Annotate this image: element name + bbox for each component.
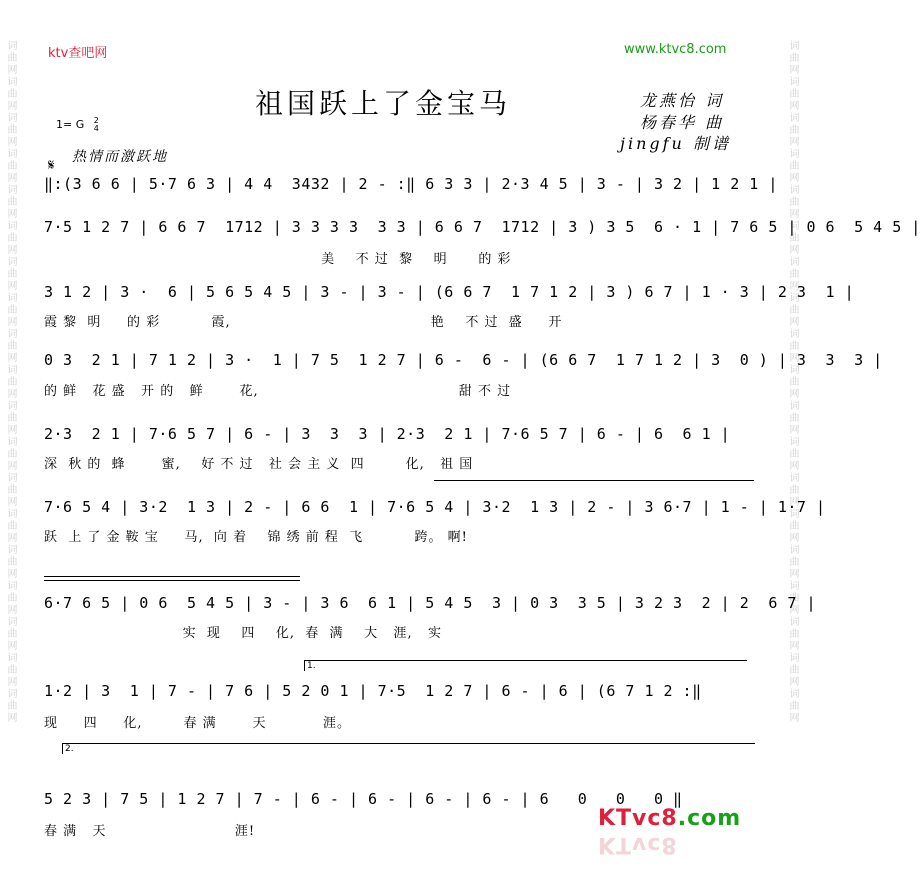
logo-reflection: KTvc8 xyxy=(598,832,678,857)
tie-line xyxy=(434,480,754,481)
lyrics: 现 四 化, 春 满 天 涯。 xyxy=(44,716,352,731)
key-label: 1= G xyxy=(56,118,85,131)
notation: 2·3 2 1 | 7·6 5 7 | 6 - | 3 3 3 | 2·3 2 1 | 7·6 5 7 | 6 - | 6 6 1 | xyxy=(44,425,731,443)
lyrics: 霞 黎 明 的 彩 霞, 艳 不 过 盛 开 xyxy=(44,315,563,330)
tie-line xyxy=(44,580,300,581)
volta-second-ending: 2. xyxy=(62,743,755,754)
key-signature xyxy=(56,117,99,133)
site-watermark-right[interactable]: www.ktvc8.com xyxy=(624,42,727,57)
time-signature xyxy=(94,117,99,133)
time-bottom: 4 xyxy=(93,124,99,133)
notation: 3 1 2 | 3 · 6 | 5 6 5 4 5 | 3 - | 3 - | (6 6 7 1 7 1 2 | 3 ) 6 7 | 1 · 3 | 2 3 1 | xyxy=(44,283,855,301)
notation: ‖:(3 6 6 | 5·7 6 3 | 4 4 3432 | 2 - :‖ 6 3 3 | 2·3 4 5 | 3 - | 3 2 | 1 2 1 | xyxy=(44,175,778,193)
composer-credit: 杨春华 曲 xyxy=(640,113,725,132)
notation: 7·6 5 4 | 3·2 1 3 | 2 - | 6 6 1 | 7·6 5 4 | 3·2 1 3 | 2 - | 3 6·7 | 1 - | 1·7 | xyxy=(44,498,826,516)
tempo-marking: 热情而激跃地 xyxy=(72,149,168,165)
lyrics: 的 鲜 花 盛 开 的 鲜 花, 甜 不 过 xyxy=(44,384,512,399)
arranger-credit: jingfu 制谱 xyxy=(620,134,731,153)
lyricist-credit: 龙燕怡 词 xyxy=(640,91,725,110)
notation: 5 2 3 | 7 5 | 1 2 7 | 7 - | 6 - | 6 - | 6 - | 6 - | 6 0 0 0 ‖ xyxy=(44,790,683,808)
notation: 1·2 | 3 1 | 7 - | 7 6 | 5 2 0 1 | 7·5 1 2 7 | 6 - | 6 | (6 7 1 2 :‖ xyxy=(44,682,702,700)
segno-icon: 𝄋 xyxy=(48,156,55,174)
song-title: 祖国跃上了金宝马 xyxy=(255,87,512,120)
notation: 6·7 6 5 | 0 6 5 4 5 | 3 - | 3 6 6 1 | 5 4 5 3 | 0 3 3 5 | 3 2 3 2 | 2 6 7 | xyxy=(44,594,816,612)
lyrics: 实 现 四 化, 春 满 大 涯, 实 xyxy=(44,626,443,641)
ktvc8-logo xyxy=(598,806,741,831)
lyrics: 跃 上 了 金 鞍 宝 马, 向 着 锦 绣 前 程 飞 跨。 啊! xyxy=(44,530,468,545)
notation: 7·5 1 2 7 | 6 6 7 1712 | 3 3 3 3 3 3 | 6 6 7 1712 | 3 ) 3 5 6 · 1 | 7 6 5 | 0 6 5 4 5 | xyxy=(44,218,921,236)
side-watermark-right: 词曲网词曲网词曲网词曲网词曲网词曲网词曲网词曲网词曲网词曲网词曲网词曲网词曲网词曲网词曲网词曲网词曲网词曲网词曲网 xyxy=(787,40,798,724)
side-watermark-left: 词曲网词曲网词曲网词曲网词曲网词曲网词曲网词曲网词曲网词曲网词曲网词曲网词曲网词曲网词曲网词曲网词曲网词曲网词曲网 xyxy=(5,40,16,724)
volta-first-ending: 1. xyxy=(304,660,747,671)
tie-line xyxy=(44,576,300,577)
lyrics: 美 不 过 黎 明 的 彩 xyxy=(44,252,512,267)
notation: 0 3 2 1 | 7 1 2 | 3 · 1 | 7 5 1 2 7 | 6 - 6 - | (6 6 7 1 7 1 2 | 3 0 ) | 3 3 3 | xyxy=(44,351,883,369)
lyrics: 春 满 天 涯! xyxy=(44,824,256,839)
site-watermark-left[interactable]: ktv查吧网 xyxy=(48,46,108,61)
logo-main: KTvc8 xyxy=(598,806,678,831)
lyrics: 深 秋 的 蜂 蜜, 好 不 过 社 会 主 义 四 化, 祖 国 xyxy=(44,457,474,472)
logo-suffix: .com xyxy=(677,806,742,831)
time-top: 2 xyxy=(93,116,99,125)
